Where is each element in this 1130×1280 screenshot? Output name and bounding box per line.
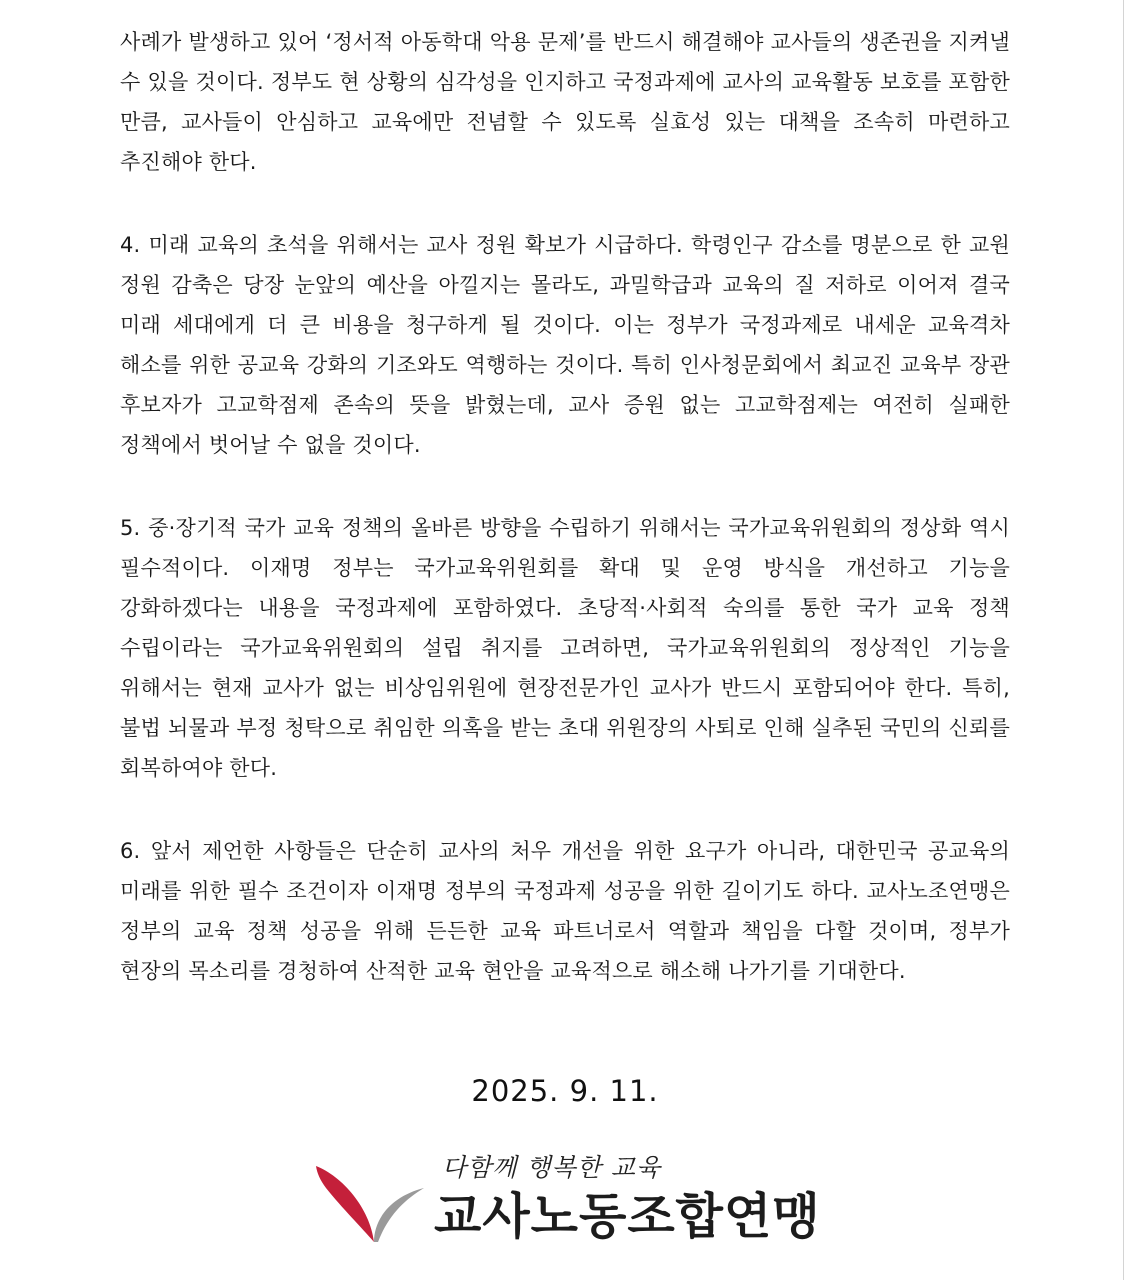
document-body xyxy=(120,22,1010,991)
union-logo xyxy=(312,1148,852,1248)
red-leaf-shape xyxy=(316,1166,374,1242)
leaf-logo-icon xyxy=(312,1158,432,1244)
paragraph-item-6: 6. 앞서 제언한 사항들은 단순히 교사의 처우 개선을 위한 요구가 아니라, 대한민국 공교육의 미래를 위한 필수 조건이자 이재명 정부의 국정과제 성공을 위한 길이기도 하다. 교사노조연맹은 정부의 교육 정책 성공을 위해 든든한 교육 파트너로서 역할과 책임을 다할 것이며, 정부가 현장의 목소리를 경청하여 산적한 교육 현안을 교육적으로 해소해 나가기를 기대한다. xyxy=(120,839,1010,983)
paragraph-item-5: 5. 중·장기적 국가 교육 정책의 올바른 방향을 수립하기 위해서는 국가교육위원회의 정상화 역시 필수적이다. 이재명 정부는 국가교육위원회를 확대 및 운영 방식을 개선하고 기능을 강화하겠다는 내용을 국정과제에 포함하였다. 초당적·사회적 숙의를 통한 국가 교육 정책 수립이라는 국가교육위원회의 설립 취지를 고려하면, 국가교육위원회의 정상적인 기능을 위해서는 현재 교사가 없는 비상임위원에 현장전문가인 교사가 반드시 포함되어야 한다. 특히, 불법 뇌물과 부정 청탁으로 취임한 의혹을 받는 초대 위원장의 사퇴로 인해 실추된 국민의 신뢰를 회복하여야 한다. xyxy=(120,516,1010,780)
document-date: 2025. 9. 11. xyxy=(471,1074,659,1108)
paragraph-continued: 사례가 발생하고 있어 ‘정서적 아동학대 악용 문제’를 반드시 해결해야 교사들의 생존권을 지켜낼 수 있을 것이다. 정부도 현 상황의 심각성을 인지하고 국정과제에 교사의 교육활동 보호를 포함한 만큼, 교사들이 안심하고 교육에만 전념할 수 있도록 실효성 있는 대책을 조속히 마련하고 추진해야 한다. xyxy=(120,30,1010,174)
logo-slogan: 다함께 행복한 교육 xyxy=(442,1153,662,1182)
gray-leaf-shape xyxy=(374,1188,424,1242)
logo-organization-name: 교사노동조합연맹 xyxy=(434,1188,821,1245)
paragraph-item-4: 4. 미래 교육의 초석을 위해서는 교사 정원 확보가 시급하다. 학령인구 감소를 명분으로 한 교원 정원 감축은 당장 눈앞의 예산을 아낄지는 몰라도, 과밀학급과 교육의 질 저하로 이어져 결국 미래 세대에게 더 큰 비용을 청구하게 될 것이다. 이는 정부가 국정과제로 내세운 교육격차 해소를 위한 공교육 강화의 기조와도 역행하는 것이다. 특히 인사청문회에서 최교진 교육부 장관 후보자가 고교학점제 존속의 뜻을 밝혔는데, 교사 증원 없는 고교학점제는 여전히 실패한 정책에서 벗어날 수 없을 것이다. xyxy=(120,233,1010,457)
